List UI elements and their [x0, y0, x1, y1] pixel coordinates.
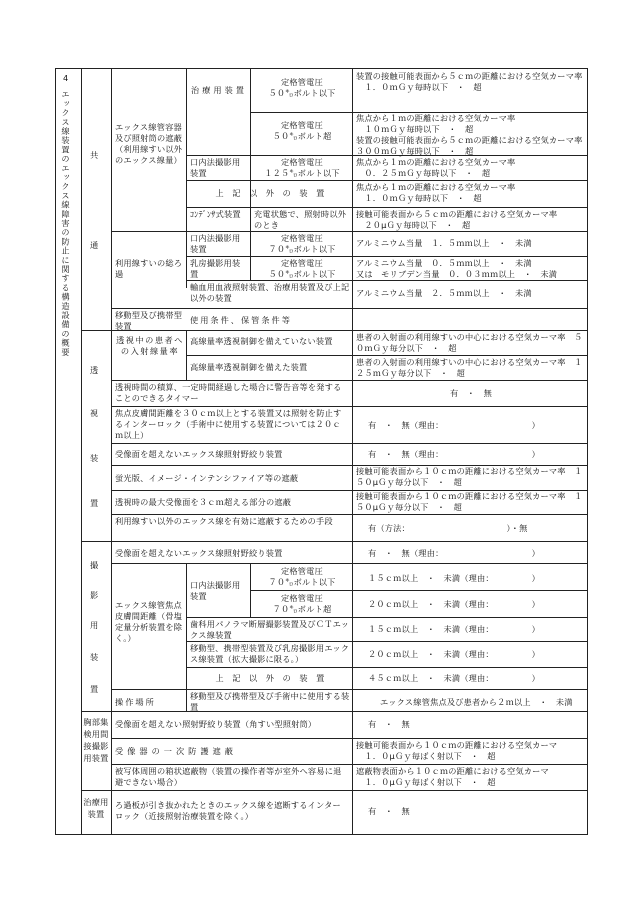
group-radio-5: 置	[90, 684, 99, 694]
fluoro-stray-cond: 利用線すい以外のエックス線を有効に遮蔽するための手段	[115, 516, 333, 526]
common-beam-r2-cond: 定格管電圧 ５０㌔ボルト以下	[268, 258, 336, 279]
common-condenser-cond: 充電状態で、照射時以外のとき	[254, 209, 347, 230]
radio-pano-cond: 歯科用パノラマ断層撮影装置及びＣＴエックス線装置	[190, 619, 350, 640]
chest-r3-val: 遮蔽物表面から１０ｃｍの距離における空気カーマ １．０μＧｙ毎ばく射以下 ・ 超	[356, 766, 549, 787]
group-common-1: 共	[90, 150, 99, 160]
group-therapy: 治療用装置	[83, 797, 109, 819]
fluoro-rate-r2-cond: 高線量率透視制御を備えた装置	[190, 362, 308, 372]
fluoro-timer-val: 有 ・ 無	[450, 388, 492, 398]
item-number: 4	[63, 73, 69, 83]
common-therapy-label: 治療用装置	[191, 85, 247, 95]
radio-distance-label: エックス線管焦点皮膚間距離（骨塩定量分析装置を除く。）	[115, 600, 183, 643]
common-beam-r1-cond: 定格管電圧 ７０㌔ボルト以下	[268, 233, 336, 254]
common-portable-val: 使用条件、保管条件等	[190, 315, 292, 325]
common-portable-label: 移動型及び携帯型装置	[115, 310, 183, 331]
radio-pano-val: １５ｃｍ以上 ・ 未満（理由： ）	[368, 624, 541, 634]
radio-place-cond: 移動型及び携帯型及び手術中に使用する装置	[190, 691, 350, 712]
common-other-label: 上 記 以 外 の 装 置	[215, 188, 325, 198]
common-dental-label: 口内法撮影用装置	[190, 157, 241, 178]
common-therapy-r1-val: 装置の接触可能表面から５ｃｍの距離における空気カーマ率 １．０ｍＧｙ毎時以下 ・ 超	[356, 71, 583, 92]
common-beam-r2-val: アルミニウム当量 ０．５ｍｍ以上 ・ 未満 又は モリブデン当量 ０．０３ｍｍ以上 ・ 未満	[356, 258, 558, 279]
group-radio-3: 用	[90, 620, 99, 630]
radio-collimator-cond: 受像面を超えないエックス線照射野絞り装置	[115, 548, 283, 558]
common-therapy-r1-cond: 定格管電圧 ５０㌔ボルト以下	[268, 77, 336, 98]
common-condenser-label: ｺﾝﾃﾞﾝｻ式装置	[190, 209, 241, 219]
group-radio-4: 装	[90, 652, 99, 662]
fluoro-rate-r1-cond: 高線量率透視制御を備えていない装置	[190, 336, 333, 346]
radio-d2-cond: 定格管電圧 ７０㌔ボルト超	[272, 593, 332, 614]
fluoro-collimator-cond: 受像面を超えないエックス線照射野絞り装置	[115, 449, 283, 459]
radio-place-label: 操作場所	[115, 697, 156, 707]
group-fluoro-2: 視	[90, 408, 99, 418]
radio-d1-cond: 定格管電圧 ７０㌔ボルト以下	[268, 566, 336, 587]
chest-r1-val: 有 ・ 無	[368, 719, 410, 729]
group-fluoro-1: 透	[90, 365, 99, 375]
radio-d1-val: １５ｃｍ以上 ・ 未満（理由： ）	[368, 573, 541, 583]
chest-r2-val: 接触可能表面から１０ｃｍの距離における空気カーマ １．０μＧｙ毎ばく射以下 ・ 超	[356, 740, 558, 761]
common-beam-r2-label: 乳房撮影用装置	[190, 258, 241, 279]
radio-d2-val: ２０ｃｍ以上 ・ 未満（理由： ）	[368, 599, 541, 609]
section-title: エックス線装置のエックス線障害の防止に関する構造設備の概要	[61, 90, 71, 357]
group-radio-1: 撮	[90, 560, 99, 570]
group-radio-2: 影	[90, 590, 99, 600]
common-other-val: 焦点から１ｍの距離における空気カーマ率 １．０ｍＧｙ毎時以下 ・ 超	[356, 182, 516, 203]
fluoro-interlock-val: 有 ・ 無（理由： ）	[368, 420, 541, 430]
group-fluoro-3: 装	[90, 453, 99, 463]
group-chest: 胸部集検用間接撮影用装置	[83, 717, 109, 763]
radio-mobile-val: ２０ｃｍ以上 ・ 未満（理由： ）	[368, 649, 541, 659]
common-condenser-val: 接触可能表面から５ｃｍの距離における空気カーマ率 ２０μＧｙ毎時以下 ・ 超	[356, 209, 558, 230]
common-dental-val: 焦点から１ｍの距離における空気カーマ率 ０．２５ｍＧｙ毎時以下 ・ 超	[356, 157, 516, 178]
fluoro-rate-label: 透視中の患者への入射線量率	[116, 335, 184, 356]
common-beam-r3-val: アルミニウム当量 ２．５ｍｍ以上 ・ 未満	[356, 288, 532, 298]
fluoro-max-val: 接触可能表面から１０ｃｍの距離における空気カーマ率 １５０μＧｙ毎分以下 ・ 超	[356, 491, 583, 512]
fluoro-interlock-cond: 焦点皮膚間距離を３０ｃｍ以上とする装置又は照射を防止するインターロック（手術中に使用する装置については２０ｃｍ以上）	[115, 408, 342, 440]
chest-r1-cond: 受像面を超えない照射野絞り装置（角すい型照射筒）	[115, 719, 317, 729]
radio-mobile-cond: 移動型、携帯型装置及び乳房撮影用エックス線装置（拡大撮影に限る。）	[190, 643, 350, 664]
radio-other-cond: 上 記 以 外 の 装 置	[215, 673, 325, 683]
fluoro-rate-r2-val: 患者の入射面の利用線すいの中心における空気カーマ率 １２５ｍＧｙ毎分以下 ・ 超	[356, 357, 583, 378]
fluoro-collimator-val: 有 ・ 無（理由： ）	[368, 449, 541, 459]
fluoro-screen-cond: 蛍光版、イメージ・インテンシファイア等の遮蔽	[115, 473, 299, 483]
common-housing-label: エックス線管容器及び照射筒の遮蔽（利用線すい以外のエックス線量）	[115, 122, 183, 165]
group-common-2: 通	[90, 240, 99, 250]
common-beam-r1-val: アルミニウム当量 １．５ｍｍ以上 ・ 未満	[356, 238, 532, 248]
fluoro-rate-r1-val: 患者の入射面の利用線すいの中心における空気カーマ率 ５０ｍＧｙ毎分以下 ・ 超	[356, 332, 583, 353]
fluoro-stray-val: 有（方法： ）・無	[368, 523, 528, 533]
common-therapy-r2-cond: 定格管電圧 ５０㌔ボルト超	[272, 120, 332, 141]
radio-collimator-val: 有 ・ 無（理由： ）	[368, 548, 541, 558]
fluoro-max-cond: 透視時の最大受像面を３ｃｍ超える部分の遮蔽	[115, 497, 292, 507]
common-beam-r3-cond: 輸血用血液照射装置、治療用装置及び上記以外の装置	[190, 282, 350, 303]
group-fluoro-4: 置	[90, 498, 99, 508]
fluoro-screen-val: 接触可能表面から１０ｃｍの距離における空気カーマ率 １５０μＧｙ毎分以下 ・ 超	[356, 466, 583, 487]
chest-r2-cond: 受像器の一次防護遮蔽	[115, 746, 237, 756]
radio-dental-label: 口内法撮影用装置	[190, 580, 241, 601]
chest-r3-cond: 被写体周囲の箱状遮蔽物（装置の操作者等が室外へ容易に退避できない場合）	[115, 766, 342, 787]
radio-place-val: エックス線管焦点及び患者から２ｍ以上 ・ 未満	[380, 697, 573, 707]
common-therapy-r2-val: 焦点から１ｍの距離における空気カーマ率 １０ｍＧｙ毎時以下 ・ 超 装置の接触可能表面から５ｃｍの距離における空気カーマ率 ３００ｍＧｙ毎時以下 ・ 超	[356, 113, 583, 156]
fluoro-timer-cond: 透視時間の積算、一定時間経過した場合に警告音等を発することのできるタイマー	[115, 382, 342, 403]
common-beam-label: 利用線すいの総ろ過	[115, 258, 183, 279]
therapy-cond: ろ過板が引き抜かれたときのエックス線を遮断するインターロック（近接照射治療装置を除く。）	[115, 800, 341, 821]
therapy-val: 有 ・ 無	[368, 806, 410, 816]
common-beam-r1-label: 口内法撮影用装置	[190, 233, 241, 254]
radio-other-val: ４５ｃｍ以上 ・ 未満（理由： ）	[368, 673, 541, 683]
common-dental-cond: 定格管電圧 １２５㌔ボルト以下	[264, 157, 340, 178]
